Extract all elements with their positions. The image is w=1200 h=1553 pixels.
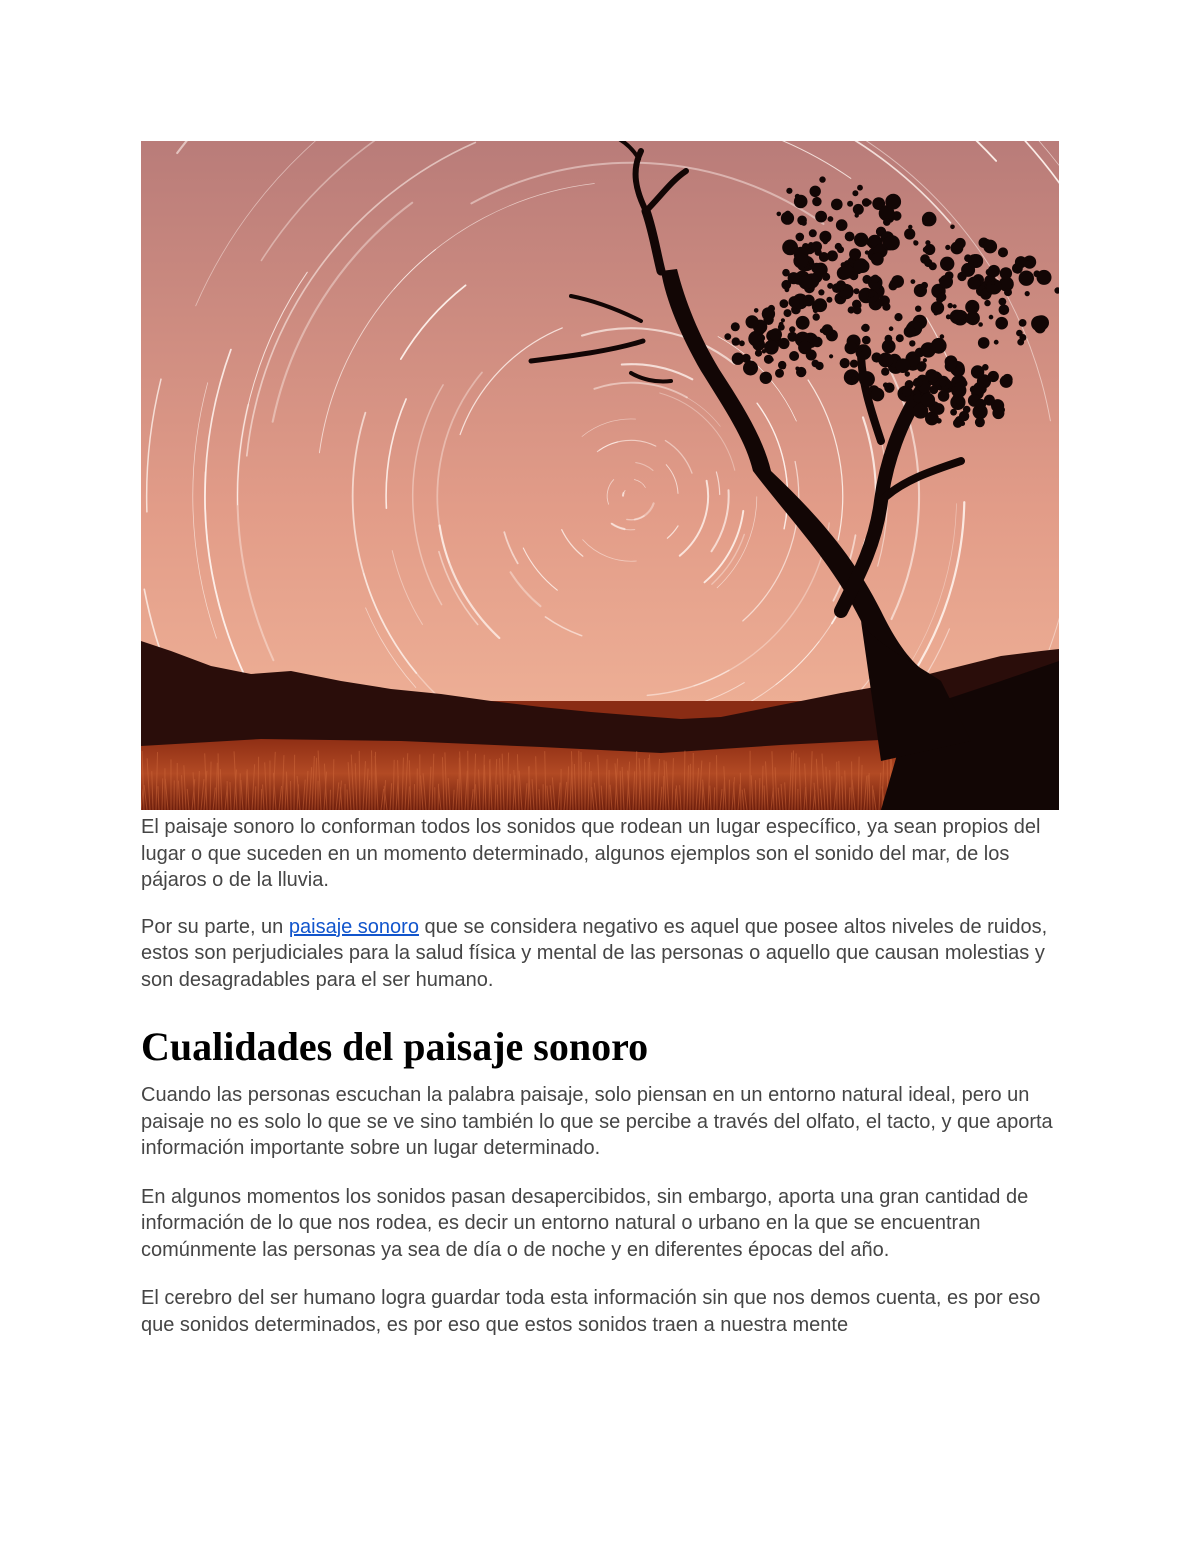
section-paragraph-2: En algunos momentos los sonidos pasan desapercibidos, sin embargo, aporta una gran cantidad de información de lo que nos rodea, es decir un entorno natural o urbano en la que se encuentran comúnmente las personas ya sea de día o de noche y en diferentes épocas del año. [141, 1185, 1029, 1261]
section-heading: Cualidades del paisaje sonoro [141, 1024, 649, 1069]
document-page [141, 141, 1059, 1338]
negative-soundscape-paragraph [141, 914, 1059, 994]
paragraph-text-before-link: Por su parte, un [141, 915, 289, 938]
section-paragraph-3: El cerebro del ser humano logra guardar toda esta información sin que nos demos cuenta, es por eso que sonidos determinados, es por eso que estos sonidos traen a nuestra mente [141, 1287, 1041, 1336]
paisaje-sonoro-link[interactable]: paisaje sonoro [288, 915, 419, 938]
paragraph-text-after-link: que se considera negativo es aquel que posee altos niveles de ruidos, estos son perjudiciales para la salud física y mental de las personas o aquello que causan molestias y son desagradables para el ser humano. [141, 915, 1048, 991]
intro-paragraph: El paisaje sonoro lo conforman todos los sonidos que rodean un lugar específico, ya sean propios del lugar o que suceden en un momento determinado, algunos ejemplos son el sonido del mar, de los pájaros o de la lluvia. [141, 816, 1041, 891]
star-trails-photo [141, 141, 1059, 810]
section-paragraph-1: Cuando las personas escuchan la palabra paisaje, solo piensan en un entorno natural ideal, pero un paisaje no es solo lo que se ve sino también lo que se percibe a través del olfato, el tacto, y que aporta información importante sobre un lugar determinado. [141, 1084, 1053, 1159]
